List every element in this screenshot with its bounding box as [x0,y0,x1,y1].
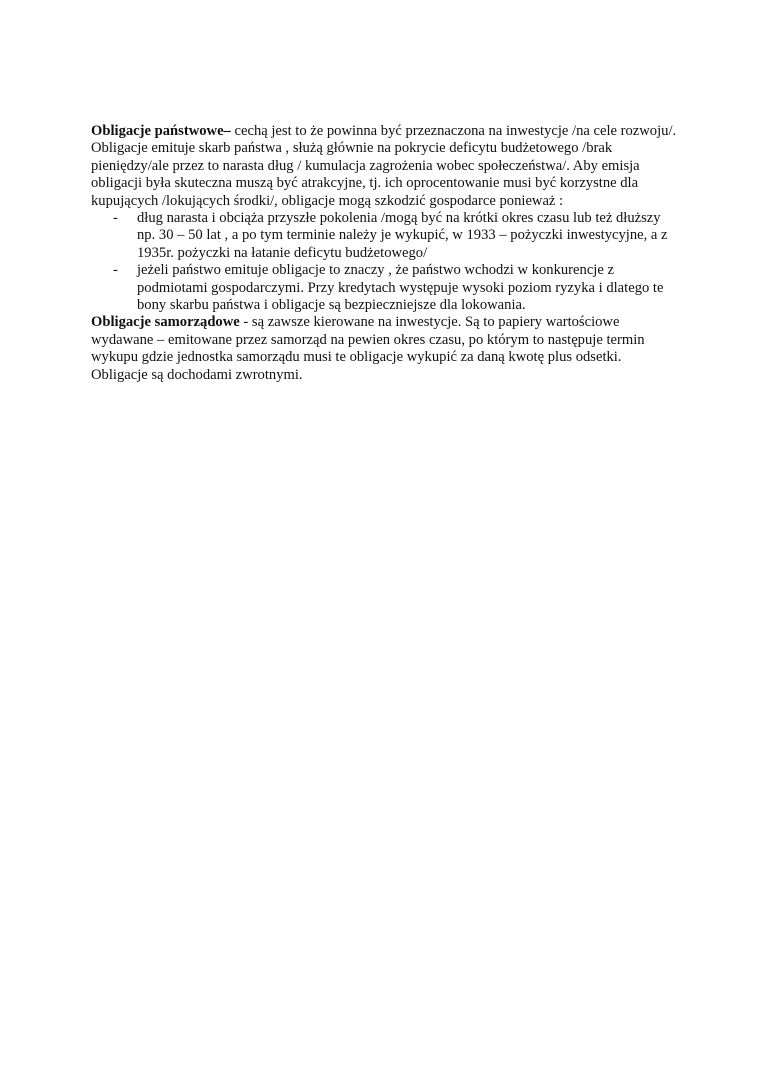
paragraph-text: - są zawsze kierowane na inwestycje. Są to papiery wartościowe wydawane – emitowane przez samorząd na pewien okres czasu, po którym to następuje termin wykupu gdzie jednostka samorządu musi te obligacje wykupić za daną kwotę plus odsetki. Obligacje są dochodami zwrotnymi. [91,314,645,383]
list-bullet: - [113,210,118,227]
paragraph-obligacje-panstwowe [91,123,681,210]
list-item-text: dług narasta i obciąża przyszłe pokolenia /mogą być na krótki okres czasu lub też dłuższy np. 30 – 50 lat , a po tym terminie należy je wykupić, w 1933 – pożyczki inwestycyjne, a z 1935r. pożyczki na łatanie deficytu budżetowego/ [137,210,668,261]
paragraph-text: cechą jest to że powinna być przeznaczona na inwestycje /na cele rozwoju/. Obligacje emituje skarb państwa , służą głównie na pokrycie deficytu budżetowego /brak pieniędzy/ale przez to narasta dług / kumulacja zagrożenia wobec społeczeństwa/. Aby emisja obligacji była skuteczna muszą być atrakcyjne, tj. ich oprocentowanie musi być korzystne dla kupujących /lokujących środki/, obligacje mogą szkodzić gospodarce ponieważ : [91,123,677,209]
list-item [91,262,681,314]
term-obligacje-samorzadowe: Obligacje samorządowe [91,314,240,331]
bullet-list [91,210,681,314]
paragraph-obligacje-samorzadowe [91,314,681,384]
document-body [91,123,681,384]
list-item [91,210,681,262]
list-bullet: - [113,262,118,279]
term-obligacje-panstwowe: Obligacje państwowe– [91,123,231,139]
list-item-text: jeżeli państwo emituje obligacje to znaczy , że państwo wchodzi w konkurencje z podmiotami gospodarczymi. Przy kredytach występuje wysoki poziom ryzyka i dlatego te bony skarbu państwa i obligacje są bezpieczniejsze dla lokowania. [137,262,664,314]
